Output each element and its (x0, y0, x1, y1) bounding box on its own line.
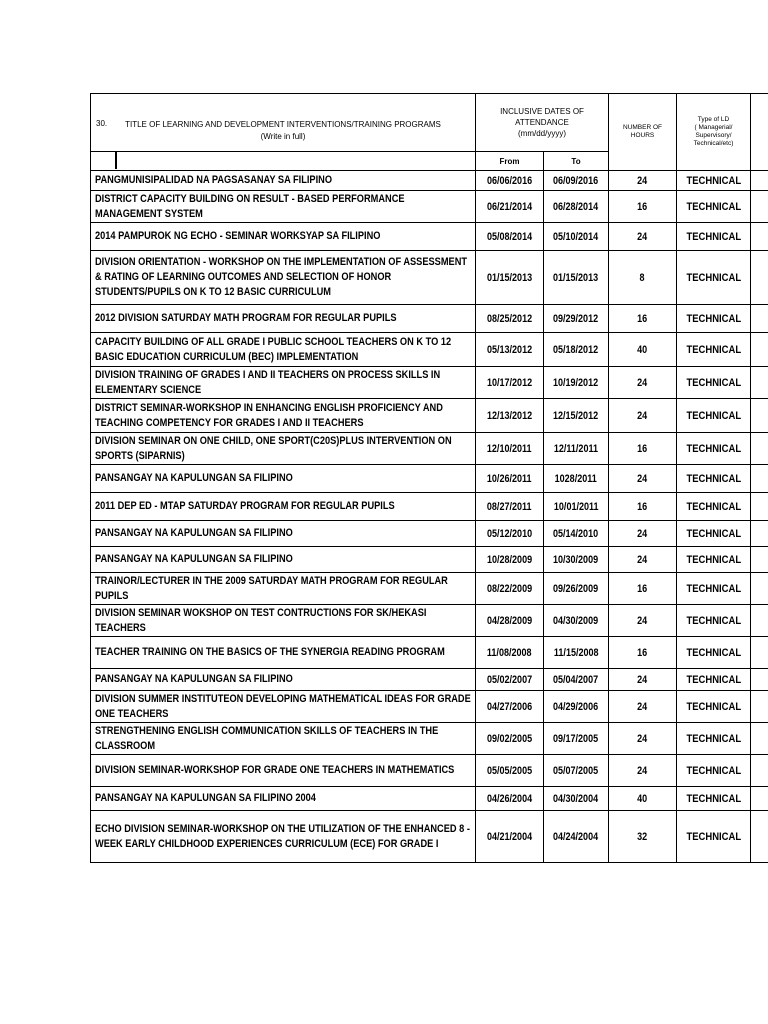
type-cell (677, 521, 751, 547)
type-cell-text: TECHNICAL (686, 764, 741, 777)
hours-cell (609, 399, 677, 433)
training-title-cell-text: 2014 PAMPUROK NG ECHO - SEMINAR WORKSYAP SA FILIPINO (95, 230, 381, 242)
hours-cell-text: 16 (637, 500, 648, 513)
date-to-cell (544, 573, 609, 605)
date-to-cell (544, 755, 609, 787)
date-from-cell (476, 305, 544, 333)
date-to-cell (544, 465, 609, 493)
date-to-cell-text: 12/15/2012 (553, 409, 599, 422)
hours-cell (609, 691, 677, 723)
table-row (91, 811, 768, 863)
training-title-cell (91, 399, 476, 433)
date-to-cell (544, 333, 609, 367)
hours-cell-text: 24 (637, 376, 648, 389)
table-row (91, 605, 768, 637)
hours-header-line1: NUMBER OF (623, 124, 662, 131)
date-from-cell-text: 05/12/2010 (486, 527, 533, 540)
type-cell-text: TECHNICAL (686, 830, 741, 843)
type-header-line2: ( Managerial/ (694, 124, 733, 131)
table-row (91, 547, 768, 573)
hours-cell (609, 755, 677, 787)
date-from-cell (476, 547, 544, 573)
type-cell (677, 191, 751, 223)
to-column-header: To (544, 152, 609, 171)
hours-cell (609, 573, 677, 605)
hours-cell-text: 16 (637, 646, 648, 659)
date-to-cell (544, 191, 609, 223)
training-title-cell (91, 305, 476, 333)
date-from-cell (476, 333, 544, 367)
type-cell-text: TECHNICAL (686, 527, 741, 540)
hours-cell-text: 16 (637, 582, 648, 595)
type-cell-text: TECHNICAL (686, 472, 741, 485)
text-cursor (115, 152, 117, 169)
training-title-cell-text: ECHO DIVISION SEMINAR-WORKSHOP ON THE UTILIZATION OF THE ENHANCED 8 - WEEK EARLY CHILDHOOD EXPERIENCES CURRICULUM (ECE) FOR GRADE I (95, 822, 470, 850)
date-to-cell-text: 05/04/2007 (553, 673, 599, 686)
training-title-cell-text: CAPACITY BUILDING OF ALL GRADE I PUBLIC SCHOOL TEACHERS ON K TO 12 BASIC EDUCATION CURRICULUM (BEC) IMPLEMENTATION (95, 335, 452, 363)
type-cell (677, 333, 751, 367)
cut-off-cell (751, 171, 768, 191)
training-title-cell (91, 755, 476, 787)
training-title-cell (91, 637, 476, 669)
training-title-cell (91, 171, 476, 191)
date-to-cell (544, 787, 609, 811)
hours-cell (609, 493, 677, 521)
date-from-cell-text: 01/15/2013 (486, 271, 533, 284)
date-from-cell-text: 05/08/2014 (486, 230, 533, 243)
date-from-cell-text: 08/27/2011 (487, 500, 532, 513)
date-from-cell-text: 10/28/2009 (486, 553, 533, 566)
type-cell (677, 223, 751, 251)
dates-header-line3: (mm/dd/yyyy) (518, 129, 566, 138)
training-title-cell-text: DIVISION SEMINAR-WORKSHOP FOR GRADE ONE TEACHERS IN MATHEMATICS (95, 764, 455, 776)
dates-column-header (476, 94, 609, 152)
date-to-cell (544, 521, 609, 547)
hours-cell (609, 333, 677, 367)
type-cell-text: TECHNICAL (686, 312, 741, 325)
training-title-cell (91, 191, 476, 223)
training-title-cell-text: PANSANGAY NA KAPULUNGAN SA FILIPINO (95, 527, 293, 539)
training-title-cell (91, 493, 476, 521)
training-title-cell (91, 547, 476, 573)
training-title-cell-text: PANSANGAY NA KAPULUNGAN SA FILIPINO (95, 472, 293, 484)
date-from-cell (476, 367, 544, 399)
type-cell (677, 787, 751, 811)
date-to-cell-text: 04/29/2006 (553, 700, 599, 713)
date-to-cell-text: 09/29/2012 (553, 312, 599, 325)
type-cell (677, 691, 751, 723)
date-to-cell-text: 09/17/2005 (553, 732, 599, 745)
table-row (91, 787, 768, 811)
training-title-cell (91, 367, 476, 399)
training-title-cell-text: 2012 DIVISION SATURDAY MATH PROGRAM FOR REGULAR PUPILS (95, 312, 397, 324)
training-title-cell (91, 605, 476, 637)
type-cell (677, 399, 751, 433)
date-from-cell (476, 669, 544, 691)
table-row (91, 399, 768, 433)
date-from-cell-text: 09/02/2005 (486, 732, 533, 745)
date-from-cell (476, 223, 544, 251)
cut-off-cell (751, 367, 768, 399)
training-title-cell (91, 333, 476, 367)
type-cell (677, 547, 751, 573)
date-from-cell (476, 755, 544, 787)
date-from-cell (476, 493, 544, 521)
dates-header-line2: ATTENDANCE (515, 118, 569, 127)
date-from-cell (476, 605, 544, 637)
hours-cell (609, 223, 677, 251)
training-title-cell (91, 223, 476, 251)
training-title-cell-text: DIVISION SEMINAR WOKSHOP ON TEST CONTRUCTIONS FOR SK/HEKASI TEACHERS (95, 606, 427, 634)
date-to-cell (544, 493, 609, 521)
type-cell (677, 251, 751, 305)
date-to-cell (544, 691, 609, 723)
training-title-cell (91, 691, 476, 723)
text-cursor-cell[interactable] (91, 152, 476, 171)
hours-cell-text: 24 (637, 409, 648, 422)
cut-off-cell (751, 605, 768, 637)
hours-cell-text: 24 (637, 732, 648, 745)
training-title-cell-text: 2011 DEP ED - MTAP SATURDAY PROGRAM FOR REGULAR PUPILS (95, 500, 395, 512)
type-cell-text: TECHNICAL (686, 732, 741, 745)
table-row (91, 305, 768, 333)
date-from-cell-text: 04/27/2006 (486, 700, 533, 713)
type-cell-text: TECHNICAL (686, 792, 741, 805)
type-cell-text: TECHNICAL (686, 230, 741, 243)
date-to-cell (544, 305, 609, 333)
type-cell-text: TECHNICAL (686, 673, 741, 686)
from-column-header: From (476, 152, 544, 171)
cut-off-cell (751, 573, 768, 605)
cut-off-cell (751, 251, 768, 305)
table-row (91, 573, 768, 605)
cut-off-cell (751, 691, 768, 723)
type-cell (677, 637, 751, 669)
type-cell-text: TECHNICAL (686, 409, 741, 422)
date-from-cell (476, 787, 544, 811)
date-from-cell (476, 465, 544, 493)
hours-cell (609, 171, 677, 191)
hours-cell-text: 24 (637, 614, 648, 627)
type-cell-text: TECHNICAL (686, 174, 741, 187)
hours-cell-text: 16 (637, 200, 648, 213)
date-to-cell (544, 723, 609, 755)
training-title-cell-text: DISTRICT SEMINAR-WORKSHOP IN ENHANCING ENGLISH PROFICIENCY AND TEACHING COMPETENCY FOR GRADES I AND II TEACHERS (95, 401, 443, 429)
hours-header-line2: HOURS (630, 132, 655, 139)
title-header-line1: TITLE OF LEARNING AND DEVELOPMENT INTERVENTIONS/TRAINING PROGRAMS (125, 120, 441, 129)
date-to-cell (544, 669, 609, 691)
cut-off-cell (751, 493, 768, 521)
training-title-cell-text: STRENGTHENING ENGLISH COMMUNICATION SKILLS OF TEACHERS IN THE CLASSROOM (95, 724, 439, 752)
date-from-cell (476, 191, 544, 223)
hours-cell-text: 16 (637, 312, 648, 325)
hours-cell (609, 465, 677, 493)
date-to-cell (544, 433, 609, 465)
table-row (91, 171, 768, 191)
type-cell-text: TECHNICAL (686, 582, 741, 595)
hours-cell-text: 16 (637, 442, 648, 455)
hours-cell (609, 547, 677, 573)
type-cell (677, 755, 751, 787)
header-row (91, 94, 768, 152)
date-to-cell-text: 05/14/2010 (553, 527, 599, 540)
type-cell (677, 811, 751, 863)
type-cell-text: TECHNICAL (686, 376, 741, 389)
hours-cell-text: 24 (637, 764, 648, 777)
cut-off-cell (751, 191, 768, 223)
hours-cell-text: 24 (637, 174, 648, 187)
type-cell (677, 367, 751, 399)
type-column-header (677, 94, 751, 171)
date-from-cell-text: 10/17/2012 (486, 376, 533, 389)
type-cell (677, 605, 751, 637)
hours-cell-text: 32 (637, 830, 648, 843)
date-from-cell (476, 171, 544, 191)
training-title-cell-text: TRAINOR/LECTURER IN THE 2009 SATURDAY MATH PROGRAM FOR REGULAR PUPILS (95, 574, 448, 602)
date-from-cell (476, 521, 544, 547)
hours-cell (609, 811, 677, 863)
date-from-cell (476, 691, 544, 723)
type-cell (677, 171, 751, 191)
training-title-cell-text: PANGMUNISIPALIDAD NA PAGSASANAY SA FILIPINO (95, 174, 333, 186)
date-to-cell-text: 06/09/2016 (553, 174, 599, 187)
hours-cell (609, 723, 677, 755)
hours-cell-text: 24 (637, 673, 648, 686)
type-cell-text: TECHNICAL (686, 500, 741, 513)
date-from-cell (476, 251, 544, 305)
date-from-cell-text: 04/21/2004 (486, 830, 533, 843)
date-from-cell (476, 723, 544, 755)
type-cell-text: TECHNICAL (686, 646, 741, 659)
date-to-cell (544, 251, 609, 305)
date-from-cell-text: 08/25/2012 (486, 312, 533, 325)
training-title-cell (91, 669, 476, 691)
table-row (91, 493, 768, 521)
date-from-cell-text: 06/21/2014 (486, 200, 533, 213)
date-to-cell-text: 10/30/2009 (553, 553, 599, 566)
type-cell (677, 669, 751, 691)
cut-off-cell (751, 637, 768, 669)
cut-off-cell (751, 305, 768, 333)
date-from-cell-text: 05/05/2005 (486, 764, 533, 777)
type-cell (677, 573, 751, 605)
table-row (91, 465, 768, 493)
date-to-cell-text: 05/18/2012 (553, 343, 599, 356)
cut-off-column-header (751, 94, 768, 171)
table-row (91, 433, 768, 465)
training-title-cell-text: DIVISION TRAINING OF GRADES I AND II TEACHERS ON PROCESS SKILLS IN ELEMENTARY SCIENCE (95, 368, 441, 396)
hours-cell (609, 305, 677, 333)
type-cell-text: TECHNICAL (686, 271, 741, 284)
date-to-cell (544, 367, 609, 399)
table-row (91, 251, 768, 305)
date-from-cell (476, 399, 544, 433)
table-row (91, 637, 768, 669)
date-from-cell-text: 12/13/2012 (486, 409, 533, 422)
title-column-header (91, 94, 476, 152)
dates-header-line1: INCLUSIVE DATES OF (500, 107, 584, 116)
training-title-cell (91, 811, 476, 863)
table-row (91, 521, 768, 547)
training-title-cell-text: PANSANGAY NA KAPULUNGAN SA FILIPINO 2004 (95, 792, 316, 804)
hours-cell-text: 40 (637, 343, 648, 356)
date-to-cell (544, 171, 609, 191)
type-cell-text: TECHNICAL (686, 200, 741, 213)
date-from-cell-text: 10/26/2011 (487, 472, 532, 485)
cut-off-cell (751, 787, 768, 811)
training-title-cell-text: DISTRICT CAPACITY BUILDING ON RESULT - BASED PERFORMANCE MANAGEMENT SYSTEM (95, 192, 405, 220)
cut-off-cell (751, 547, 768, 573)
type-header-line1: Type of LD (697, 116, 730, 123)
cut-off-cell (751, 465, 768, 493)
hours-cell-text: 24 (637, 472, 648, 485)
training-title-cell-text: TEACHER TRAINING ON THE BASICS OF THE SYNERGIA READING PROGRAM (95, 646, 445, 658)
date-to-cell (544, 399, 609, 433)
date-from-cell (476, 573, 544, 605)
title-header-line2: (Write in full) (260, 132, 306, 141)
hours-cell (609, 367, 677, 399)
hours-cell (609, 669, 677, 691)
date-to-cell-text: 1028/2011 (554, 472, 598, 485)
date-to-cell-text: 04/24/2004 (553, 830, 599, 843)
table-row (91, 669, 768, 691)
training-title-cell (91, 433, 476, 465)
table-body (91, 171, 768, 863)
training-title-cell-text: DIVISION ORIENTATION - WORKSHOP ON THE IMPLEMENTATION OF ASSESSMENT & RATING OF LEARNING OUTCOMES AND SELECTION OF HONOR STUDENTS/PUPILS ON K TO 12 BASIC CURRICULUM (95, 256, 468, 298)
training-title-cell-text: PANSANGAY NA KAPULUNGAN SA FILIPINO (95, 673, 293, 685)
date-to-cell (544, 605, 609, 637)
date-to-cell-text: 11/15/2008 (553, 646, 599, 659)
training-title-cell (91, 723, 476, 755)
hours-cell-text: 8 (639, 271, 646, 284)
hours-cell (609, 251, 677, 305)
hours-cell (609, 787, 677, 811)
type-cell (677, 305, 751, 333)
cut-off-cell (751, 333, 768, 367)
type-cell-text: TECHNICAL (686, 442, 741, 455)
hours-cell (609, 605, 677, 637)
date-to-cell-text: 06/28/2014 (553, 200, 599, 213)
date-from-cell (476, 637, 544, 669)
date-to-cell-text: 10/01/2011 (553, 500, 599, 513)
training-title-cell-text: DIVISION SEMINAR ON ONE CHILD, ONE SPORT(C20S)PLUS INTERVENTION ON SPORTS (SIPARNIS) (95, 434, 452, 462)
date-to-cell-text: 12/11/2011 (553, 442, 599, 455)
date-to-cell (544, 223, 609, 251)
date-to-cell-text: 10/19/2012 (553, 376, 599, 389)
date-to-cell (544, 811, 609, 863)
training-title-cell-text: PANSANGAY NA KAPULUNGAN SA FILIPINO (95, 553, 293, 565)
date-from-cell-text: 12/10/2011 (487, 442, 532, 455)
cut-off-cell (751, 669, 768, 691)
type-cell-text: TECHNICAL (686, 614, 741, 627)
hours-cell-text: 24 (637, 700, 648, 713)
hours-cell-text: 40 (637, 792, 648, 805)
table-row (91, 755, 768, 787)
hours-cell (609, 521, 677, 547)
hours-cell-text: 24 (637, 527, 648, 540)
hours-cell (609, 637, 677, 669)
cut-off-cell (751, 755, 768, 787)
hours-cell-text: 24 (637, 553, 648, 566)
type-cell (677, 493, 751, 521)
cut-off-cell (751, 811, 768, 863)
table-row (91, 723, 768, 755)
date-from-cell-text: 04/28/2009 (486, 614, 533, 627)
date-to-cell-text: 05/07/2005 (553, 764, 599, 777)
date-from-cell-text: 05/13/2012 (486, 343, 533, 356)
table-row (91, 223, 768, 251)
hours-column-header (609, 94, 677, 171)
date-from-cell-text: 04/26/2004 (486, 792, 533, 805)
type-cell-text: TECHNICAL (686, 700, 741, 713)
date-to-cell-text: 01/15/2013 (553, 271, 599, 284)
table-row (91, 367, 768, 399)
type-cell-text: TECHNICAL (686, 553, 741, 566)
date-from-cell-text: 05/02/2007 (486, 673, 533, 686)
hours-cell (609, 191, 677, 223)
date-from-cell (476, 433, 544, 465)
table-row (91, 333, 768, 367)
table-row (91, 191, 768, 223)
date-from-cell-text: 06/06/2016 (486, 174, 533, 187)
cut-off-cell (751, 433, 768, 465)
cut-off-cell (751, 399, 768, 433)
date-to-cell (544, 547, 609, 573)
table-row (91, 691, 768, 723)
date-to-cell-text: 04/30/2004 (553, 792, 599, 805)
type-cell (677, 723, 751, 755)
training-programs-table (90, 93, 768, 863)
date-from-cell-text: 11/08/2008 (487, 646, 532, 659)
training-title-cell (91, 465, 476, 493)
type-header-line4: Technical/etc) (693, 140, 734, 147)
item-number: 30. (96, 119, 108, 128)
training-title-cell (91, 521, 476, 547)
training-title-cell (91, 787, 476, 811)
date-to-cell-text: 09/26/2009 (553, 582, 599, 595)
hours-cell-text: 24 (637, 230, 648, 243)
training-title-cell (91, 251, 476, 305)
date-from-cell-text: 08/22/2009 (486, 582, 533, 595)
training-title-cell (91, 573, 476, 605)
hours-cell (609, 433, 677, 465)
cut-off-cell (751, 521, 768, 547)
cut-off-cell (751, 723, 768, 755)
type-cell (677, 433, 751, 465)
date-from-cell (476, 811, 544, 863)
date-to-cell-text: 04/30/2009 (553, 614, 599, 627)
cut-off-cell (751, 223, 768, 251)
date-to-cell-text: 05/10/2014 (553, 230, 599, 243)
date-to-cell (544, 637, 609, 669)
training-title-cell-text: DIVISION SUMMER INSTITUTEON DEVELOPING MATHEMATICAL IDEAS FOR GRADE ONE TEACHERS (95, 692, 471, 720)
type-cell-text: TECHNICAL (686, 343, 741, 356)
type-header-line3: Supervisory/ (695, 132, 732, 139)
type-cell (677, 465, 751, 493)
